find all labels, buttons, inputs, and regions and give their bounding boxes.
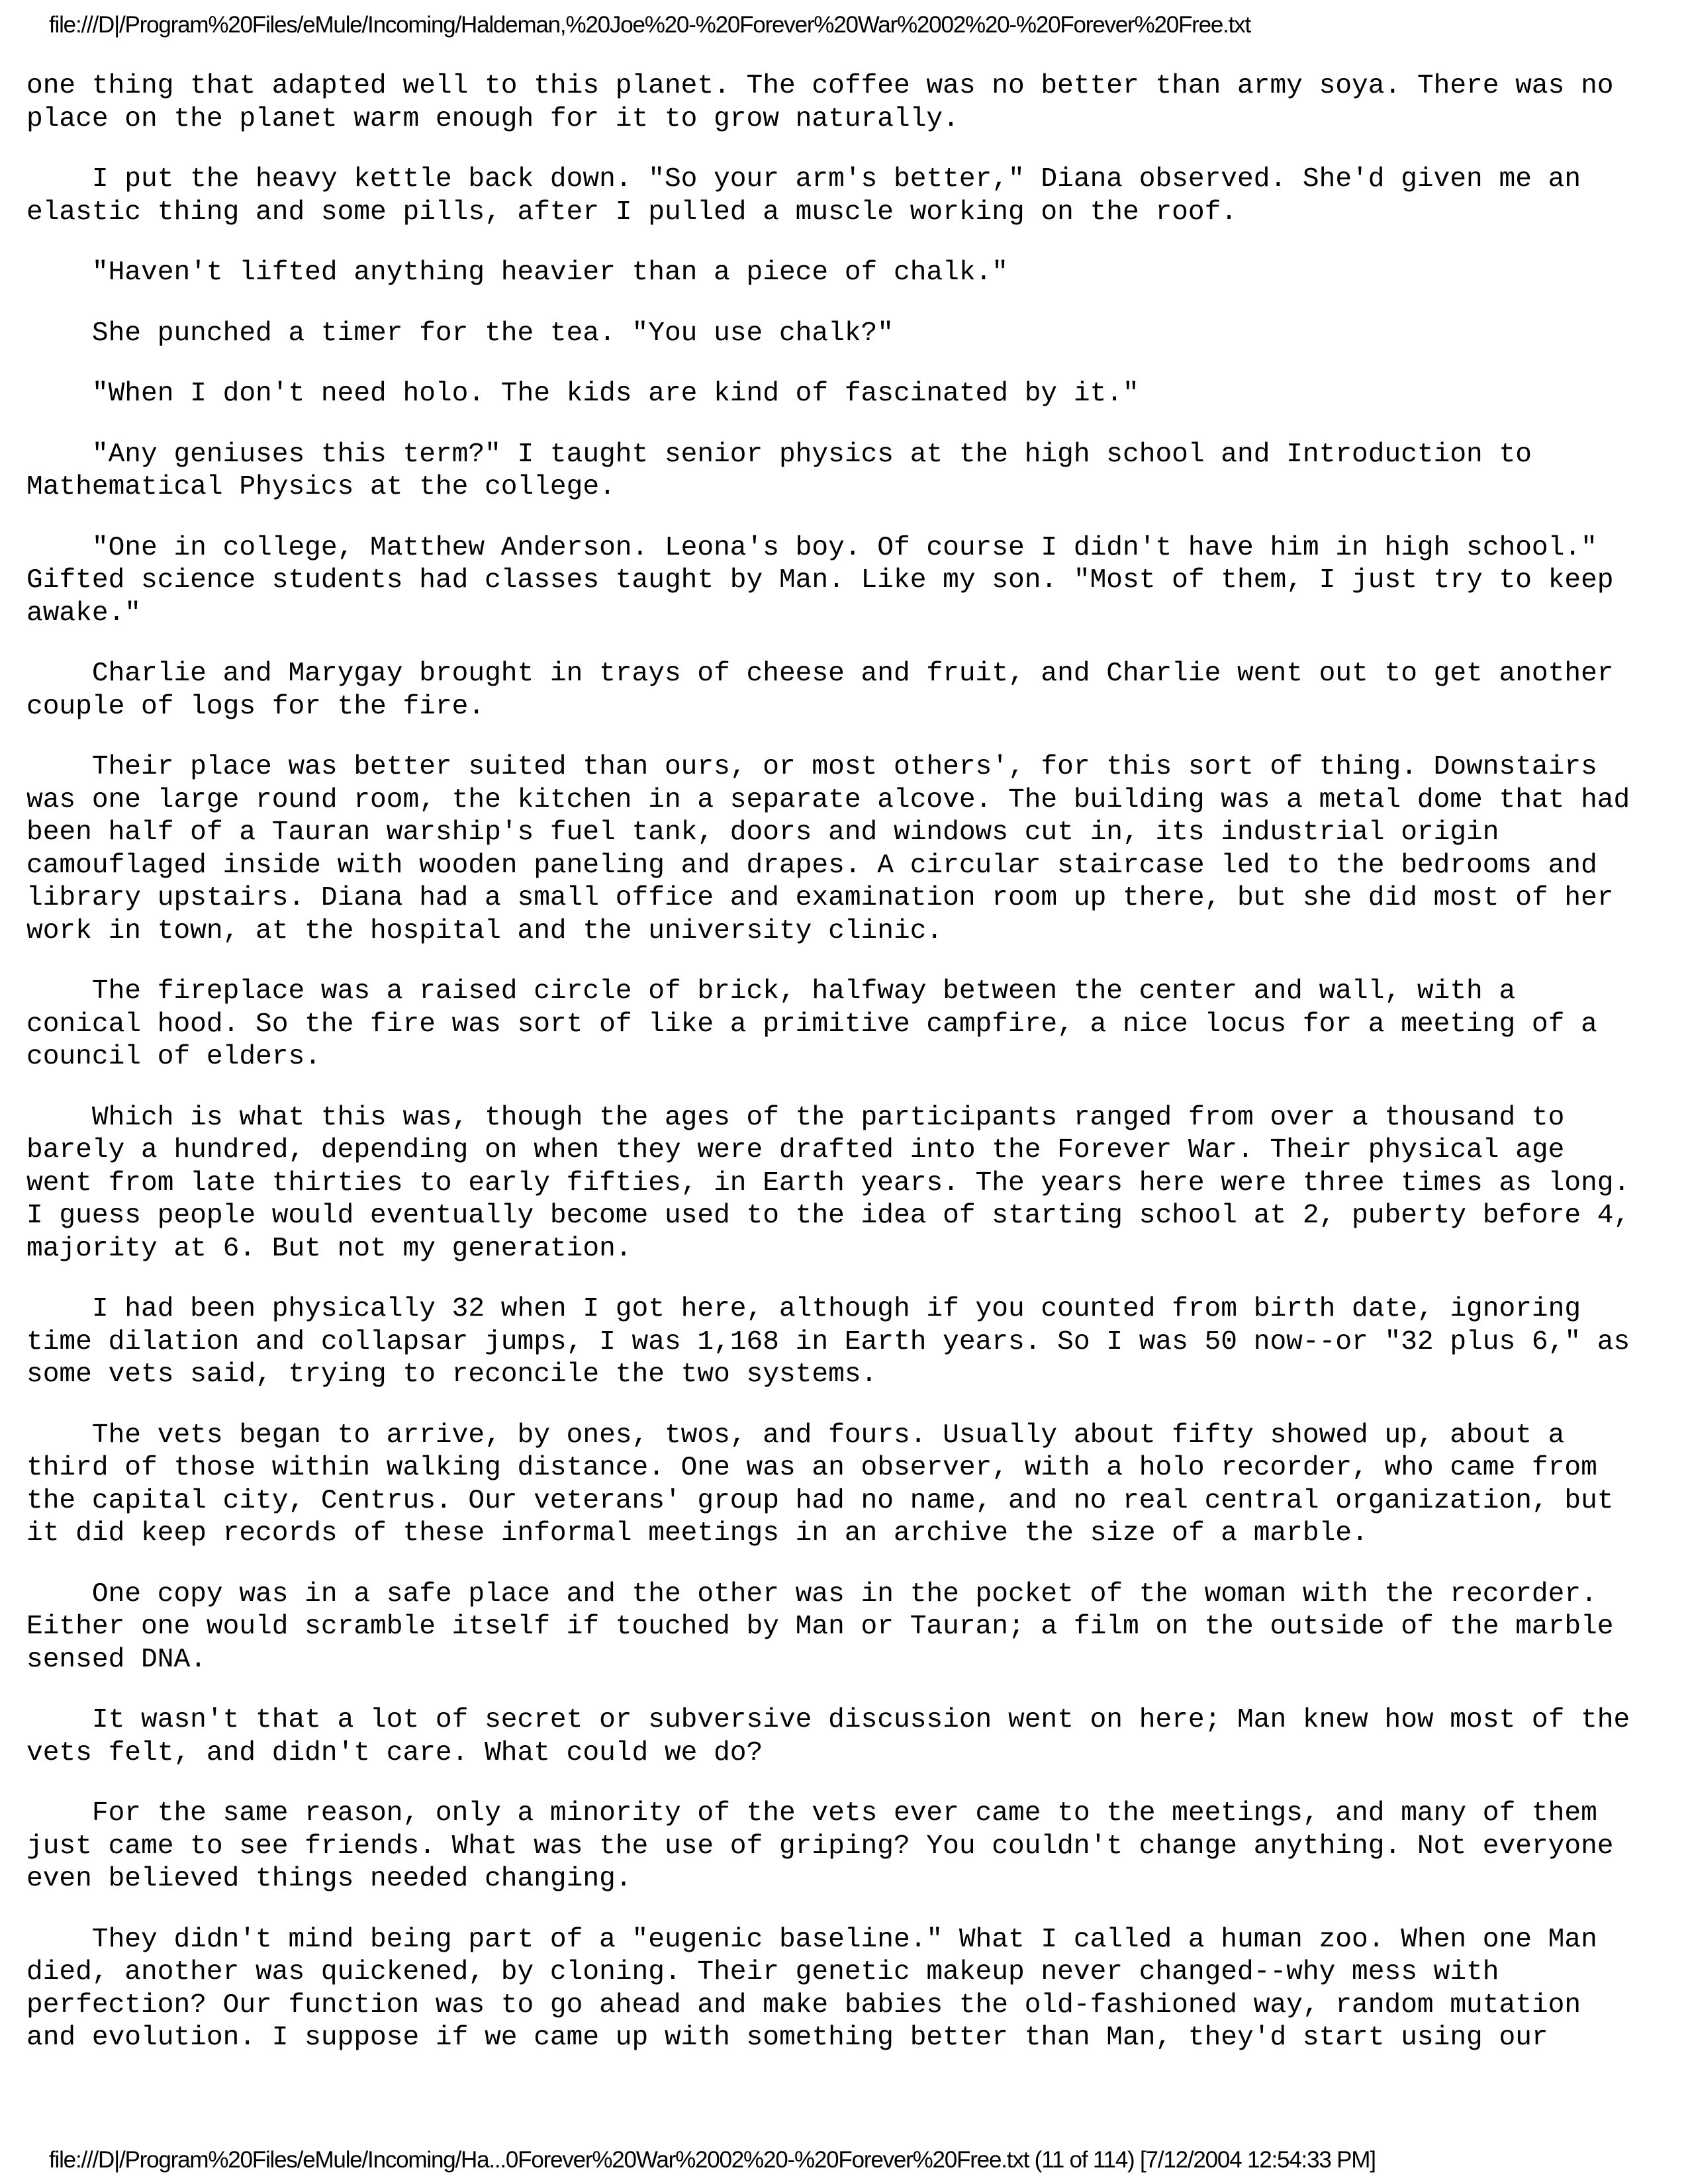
paragraph: The fireplace was a raised circle of brick, halfway between the center and wall, with a conical hood. So the fire was sort of like a primitive campfire, a nice locus for a meeting of a council of elders. [26, 976, 1597, 1072]
paragraph: "One in college, Matthew Anderson. Leona's boy. Of course I didn't have him in high school." Gifted science students had classes taught by Man. Like my son. "Most of them, I just try to keep awake." [26, 532, 1614, 629]
page-header-file-path: file:///D|/Program%20Files/eMule/Incoming/Haldeman,%20Joe%20-%20Forever%20War%2002%20-%20Forever%20Free.txt [49, 12, 1251, 38]
paragraph: "Haven't lifted anything heavier than a piece of chalk." [26, 257, 1008, 288]
paragraph: "Any geniuses this term?" I taught senior physics at the high school and Introduction to Mathematical Physics at the college. [26, 439, 1532, 502]
document-body [26, 70, 1668, 2083]
paragraph: I had been physically 32 when I got here, although if you counted from birth date, ignoring time dilation and collapsar jumps, I was 1,168 in Earth years. So I was 50 now--or "32 plus 6," as some vets said, trying to reconcile the two systems. [26, 1294, 1630, 1390]
paragraph: Their place was better suited than ours, or most others', for this sort of thing. Downstairs was one large round room, the kitchen in a separate alcove. The building was a metal dome that had been half of a Tauran warship's fuel tank, doors and windows cut in, its industrial origin camouflaged inside with wooden paneling and drapes. A circular staircase led to the bedrooms and library upstairs. Diana had a small office and examination room up there, but she did most of her work in town, at the hospital and the university clinic. [26, 752, 1630, 946]
paragraph: I put the heavy kettle back down. "So your arm's better," Diana observed. She'd given me an elastic thing and some pills, after I pulled a muscle working on the roof. [26, 164, 1581, 228]
paragraph: Charlie and Marygay brought in trays of cheese and fruit, and Charlie went out to get another couple of logs for the fire. [26, 659, 1614, 722]
paragraph: One copy was in a safe place and the other was in the pocket of the woman with the recorder. Either one would scramble itself if touched by Man or Tauran; a film on the outside of the marble sensed DNA. [26, 1578, 1614, 1675]
paragraph: For the same reason, only a minority of the vets ever came to the meetings, and many of them just came to see friends. What was the use of griping? You couldn't change anything. Not everyone even believed things needed changing. [26, 1798, 1614, 1894]
paragraph: The vets began to arrive, by ones, twos, and fours. Usually about fifty showed up, about a third of those within walking distance. One was an observer, with a holo recorder, who came from the capital city, Centrus. Our veterans' group had no name, and no real central organization, but it did keep records of these informal meetings in an archive the size of a marble. [26, 1420, 1614, 1549]
page-footer-file-info: file:///D|/Program%20Files/eMule/Incoming/Ha...0Forever%20War%2002%20-%20Forever%20Free.txt (11 of 114) [7/12/2004 12:54:33 PM] [49, 2147, 1376, 2173]
paragraph: "When I don't need holo. The kids are kind of fascinated by it." [26, 379, 1139, 409]
paragraph: one thing that adapted well to this planet. The coffee was no better than army soya. There was no place on the planet warm enough for it to grow naturally. [26, 71, 1614, 134]
paragraph: Which is what this was, though the ages of the participants ranged from over a thousand to barely a hundred, depending on when they were drafted into the Forever War. Their physical age went from late thirties to early fifties, in Earth years. The years here were three times as long. I guess people would eventually become used to the idea of starting school at 2, puberty before 4, majority at 6. But not my generation. [26, 1102, 1630, 1264]
paragraph: She punched a timer for the tea. "You use chalk?" [26, 318, 894, 349]
paragraph: It wasn't that a lot of secret or subversive discussion went on here; Man knew how most of the vets felt, and didn't care. What could we do? [26, 1705, 1630, 1768]
paragraph: They didn't mind being part of a "eugenic baseline." What I called a human zoo. When one Man died, another was quickened, by cloning. Their genetic makeup never changed--why mess with perfection? Our function was to go ahead and make babies the old-fashioned way, random mutation and evolution. I suppose if we came up with something better than Man, they'd start using our [26, 1924, 1597, 2053]
